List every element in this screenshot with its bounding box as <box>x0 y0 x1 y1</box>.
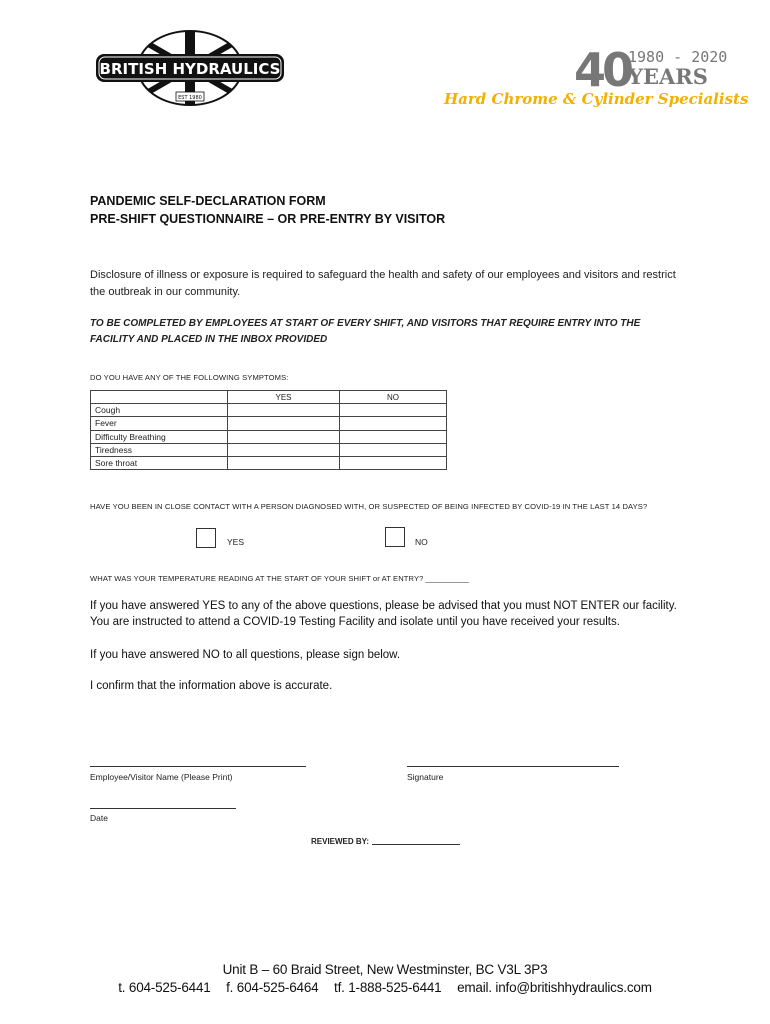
temperature-question: WHAT WAS YOUR TEMPERATURE READING AT THE START OF YOUR SHIFT or AT ENTRY? __________ <box>90 574 469 583</box>
contact-yes-checkbox[interactable] <box>196 528 216 548</box>
footer-contacts <box>0 980 770 995</box>
signature-line[interactable] <box>407 766 619 767</box>
contact-no-checkbox[interactable] <box>385 527 405 547</box>
table-header-yes: YES <box>228 391 340 404</box>
table-header-no: NO <box>340 391 447 404</box>
yes-cell[interactable] <box>228 430 340 443</box>
symptom-label: Tiredness <box>91 443 228 456</box>
table-row <box>91 417 447 430</box>
footer-tollfree: tf. 1-888-525-6441 <box>334 980 442 995</box>
no-cell[interactable] <box>340 404 447 417</box>
footer-phone: t. 604-525-6441 <box>118 980 211 995</box>
reviewed-label: REVIEWED BY: <box>311 837 370 846</box>
confirm-text: I confirm that the information above is accurate. <box>90 680 333 692</box>
table-row <box>91 404 447 417</box>
anniversary-range: 1980 - 2020 <box>628 48 728 66</box>
yes-cell[interactable] <box>228 417 340 430</box>
table-header-row <box>91 391 447 404</box>
symptom-label: Cough <box>91 404 228 417</box>
no-cell[interactable] <box>340 430 447 443</box>
disclosure-text: Disclosure of illness or exposure is required to safeguard the health and safety of our employees and visitors and restrict the outbreak in our community. <box>90 269 676 298</box>
footer-address: Unit B – 60 Braid Street, New Westminster, BC V3L 3P3 <box>222 962 548 977</box>
name-line[interactable] <box>90 766 306 767</box>
no-cell[interactable] <box>340 456 447 469</box>
logo-est: EST 1980 <box>178 95 202 101</box>
signature-label: Signature <box>407 772 444 782</box>
yes-notice: If you have answered YES to any of the above questions, please be advised that you must NOT ENTER our facility. You are instructed to attend a COVID-19 Testing Facility and isolate until you have received your results. <box>90 600 677 628</box>
yes-cell[interactable] <box>228 443 340 456</box>
table-row <box>91 430 447 443</box>
reviewed-by <box>311 837 460 846</box>
table-header-symptom <box>91 391 228 404</box>
form-subtitle: PRE-SHIFT QUESTIONNAIRE – OR PRE-ENTRY BY VISITOR <box>90 212 446 226</box>
symptom-label: Sore throat <box>91 456 228 469</box>
symptom-label: Difficulty Breathing <box>91 430 228 443</box>
anniversary-number: 40 <box>574 43 631 97</box>
table-row <box>91 456 447 469</box>
symptom-label: Fever <box>91 417 228 430</box>
british-hydraulics-logo <box>94 30 286 106</box>
anniversary-badge <box>574 43 728 97</box>
logo-text: BRITISH HYDRAULICS <box>99 60 281 78</box>
anniversary-word: YEARS <box>628 64 708 89</box>
symptoms-question: DO YOU HAVE ANY OF THE FOLLOWING SYMPTOMS: <box>90 373 289 382</box>
date-line[interactable] <box>90 808 236 809</box>
tagline: Hard Chrome & Cylinder Specialists <box>444 90 749 108</box>
instructions-text: TO BE COMPLETED BY EMPLOYEES AT START OF EVERY SHIFT, AND VISITORS THAT REQUIRE ENTRY INTO THE FACILITY AND PLACED IN THE INBOX PROVIDED <box>90 318 641 345</box>
no-cell[interactable] <box>340 443 447 456</box>
no-cell[interactable] <box>340 417 447 430</box>
date-label: Date <box>90 813 108 823</box>
table-row <box>91 443 447 456</box>
footer-email: email. info@britishhydraulics.com <box>457 980 652 995</box>
name-label: Employee/Visitor Name (Please Print) <box>90 772 233 782</box>
reviewed-line[interactable] <box>372 844 460 845</box>
yes-cell[interactable] <box>228 456 340 469</box>
symptoms-table <box>90 390 447 470</box>
yes-cell[interactable] <box>228 404 340 417</box>
footer-fax: f. 604-525-6464 <box>226 980 319 995</box>
contact-yes-label: YES <box>227 537 245 547</box>
contact-question: HAVE YOU BEEN IN CLOSE CONTACT WITH A PERSON DIAGNOSED WITH, OR SUSPECTED OF BEING INFECTED BY COVID-19 IN THE LAST 14 DAYS? <box>90 502 648 511</box>
form-title: PANDEMIC SELF-DECLARATION FORM <box>90 194 326 208</box>
contact-no-label: NO <box>415 537 428 547</box>
no-notice: If you have answered NO to all questions, please sign below. <box>90 649 401 661</box>
